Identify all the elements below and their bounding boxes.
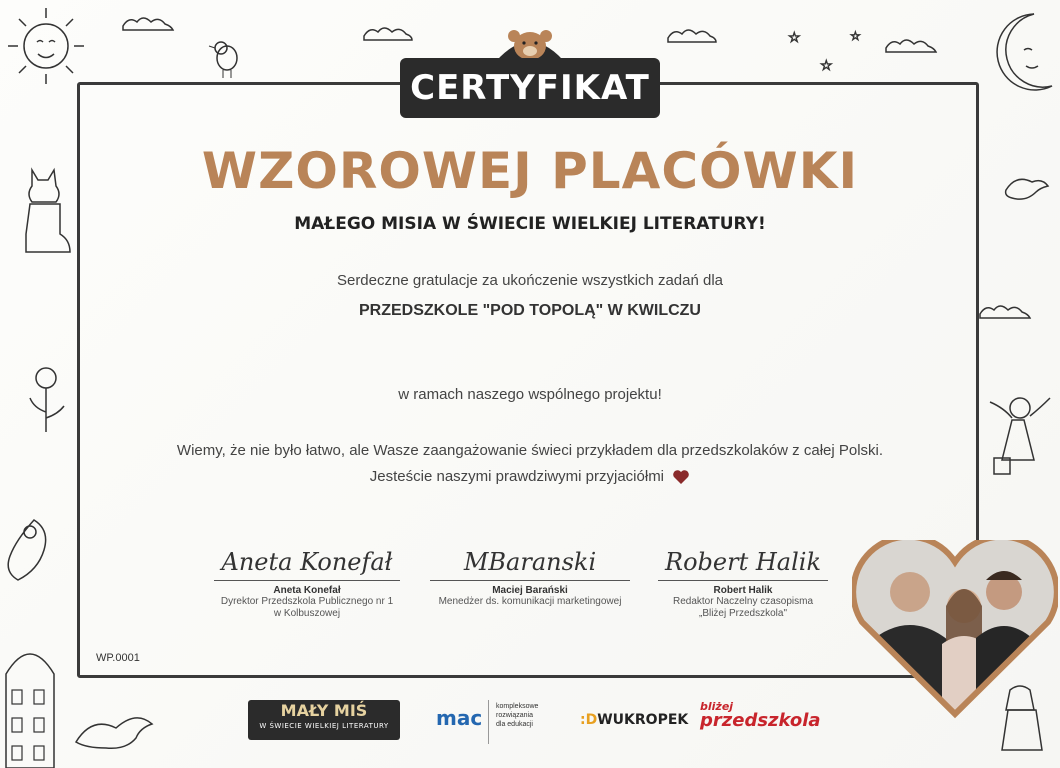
signature-block-3 <box>658 546 828 620</box>
badge-text: CERTYFIKAT <box>410 68 650 108</box>
project-text: w ramach naszego wspólnego projektu! <box>398 386 662 403</box>
signer-role: Menedżer ds. komunikacji marketingowej <box>438 596 622 607</box>
svg-text:☆: ☆ <box>820 57 833 73</box>
signer-role: Dyrektor Przedszkola Publicznego nr 1 <box>220 596 394 607</box>
house-doodle-icon <box>0 634 60 768</box>
certificate-subtitle: MAŁEGO MISIA W ŚWIECIE WIELKIEJ LITERATURY! <box>294 214 766 234</box>
mac-tagline: kompleksowe rozwiązania dla edukacji <box>496 703 539 728</box>
heart-photo <box>852 540 1058 720</box>
maly-mis-logo <box>248 700 400 740</box>
bird-doodle-icon <box>205 36 245 82</box>
certificate-badge <box>400 58 660 118</box>
maly-mis-logo-subtext: W ŚWIECIE WIELKIEJ LITERATURY <box>259 722 389 730</box>
moon-doodle-icon <box>994 10 1056 96</box>
cloud-doodle-icon <box>664 24 720 46</box>
blizej-przedszkola-logo: bliżej przedszkola <box>700 700 821 731</box>
friends-line <box>0 468 1060 485</box>
cloud-doodle-icon <box>118 12 178 34</box>
signer-name: Aneta Konefał <box>273 585 341 596</box>
heart-icon <box>672 469 690 485</box>
svg-text:☆: ☆ <box>788 29 801 45</box>
praise-text: Wiemy, że nie było łatwo, ale Wasze zaangażowanie świeci przykładem dla przedszkolaków z całej Polski. <box>176 442 884 459</box>
signer-name: Maciej Barański <box>492 585 568 596</box>
maly-mis-logo-text: MAŁY MIŚ <box>280 701 368 720</box>
svg-text:☆: ☆ <box>850 29 861 43</box>
handwritten-signature: Robert Halik <box>665 548 821 576</box>
logo-divider <box>488 700 489 744</box>
signer-role: „Bliżej Przedszkola" <box>698 608 788 619</box>
congratulations-text: Serdeczne gratulacje za ukończenie wszystkich zadań dla <box>336 272 724 289</box>
mac-logo: mac <box>436 706 483 730</box>
handwritten-signature: Aneta Konefał <box>221 548 393 576</box>
signer-role: Redaktor Naczelny czasopisma <box>672 596 814 607</box>
sun-doodle-icon <box>4 4 88 88</box>
friends-text: Jesteście naszymi prawdziwymi przyjaciółmi <box>369 468 665 485</box>
signature-block-2 <box>430 546 630 608</box>
dwukropek-logo: :DWUKROPEK <box>580 712 689 728</box>
certificate-title: WZOROWEJ PLACÓWKI <box>201 142 859 200</box>
signer-name: Robert Halik <box>713 585 773 596</box>
stars-doodle-icon <box>780 20 870 80</box>
signer-role: w Kolbuszowej <box>273 608 341 619</box>
dragon-doodle-icon <box>70 706 160 756</box>
cloud-doodle-icon <box>882 34 942 56</box>
school-name: PRZEDSZKOLE "POD TOPOLĄ" W KWILCZU <box>359 302 701 319</box>
cloud-doodle-icon <box>360 22 416 44</box>
signature-block-1 <box>214 546 400 620</box>
certificate-code: WP.0001 <box>96 652 140 664</box>
squirrel-doodle-icon <box>4 510 56 584</box>
handwritten-signature: MBaranski <box>463 548 597 576</box>
